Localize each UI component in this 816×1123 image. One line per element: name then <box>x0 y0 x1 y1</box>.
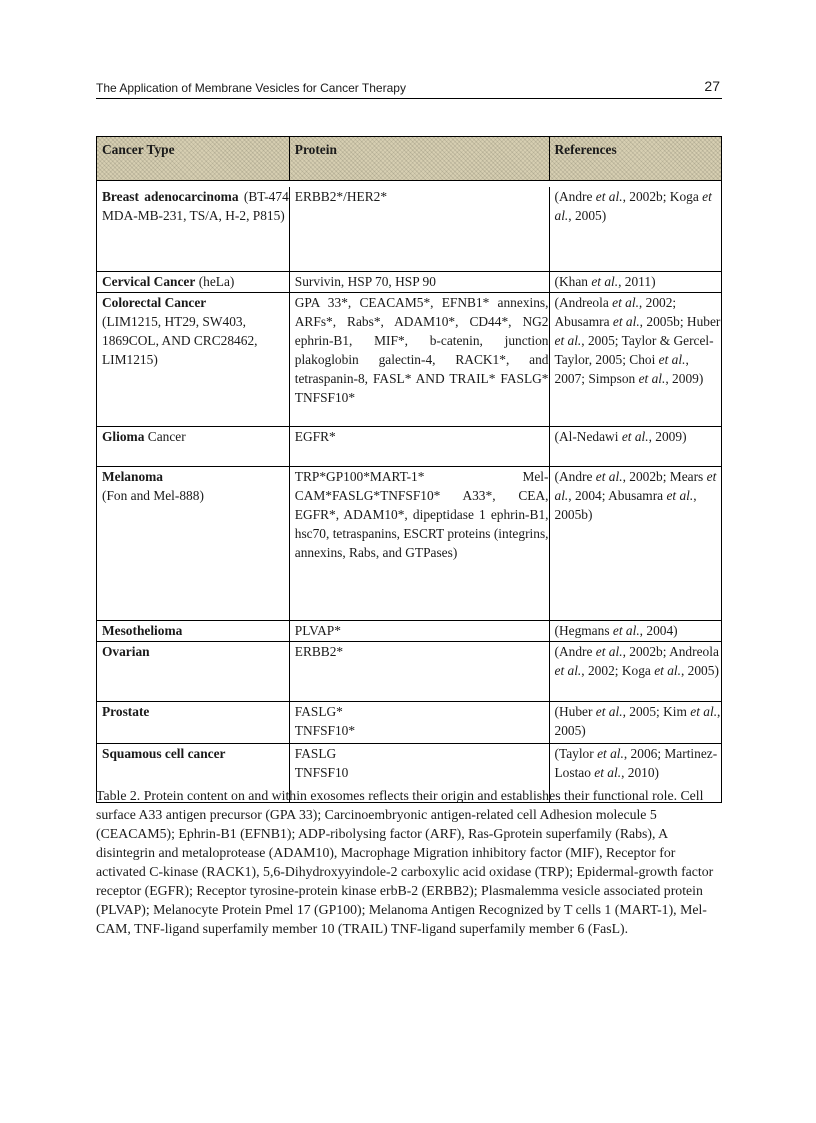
table-row <box>97 271 722 292</box>
references-cell: (Andre et al., 2002b; Mears et al., 2004; Abusamra et al., 2005b) <box>549 466 722 620</box>
table-row <box>97 426 722 466</box>
protein-cell: TRP*GP100*MART-1* Mel-CAM*FASLG*TNFSF10* A33*, CEA, EGFR*, ADAM10*, dipeptidase 1 ephrin-B1, hsc70, tetraspanins, ESCRT proteins (integrins, annexins, Rabs, and GTPases) <box>289 466 549 620</box>
protein-cell: Survivin, HSP 70, HSP 90 <box>289 271 549 292</box>
page-number: 27 <box>704 78 720 94</box>
cancer-type-cell: Mesothelioma <box>97 620 290 641</box>
cancer-type-cell: Squamous cell cancer <box>97 743 290 802</box>
references-cell: (Taylor et al., 2006; Martinez-Lostao et al., 2010) <box>549 743 722 802</box>
protein-cell: GPA 33*, CEACAM5*, EFNB1* annexins, ARFs*, Rabs*, ADAM10*, CD44*, NG2 ephrin-B1, MIF*, b-catenin, junction plakoglobin galectin-4, RACK1*, and tetraspanin-8, FASL* AND TRAIL* FASLG* TNFSF10* <box>289 292 549 426</box>
column-header-protein: Protein <box>289 137 549 181</box>
protein-table <box>96 136 722 803</box>
running-title: The Application of Membrane Vesicles for Cancer Therapy <box>96 81 406 95</box>
table-caption: Table 2. Protein content on and within exosomes reflects their origin and establishes their functional role. Cell surface A33 antigen precursor (GPA 33); Carcinoembryonic antigen-related cell Adhesion molecule 5 (CEACAM5); Ephrin-B1 (EFNB1); ADP-ribolysing factor (ARF), Ras-Gprotein superfamily (Rabs), A disintegrin and metaloprotease (ADAM10), Macrophage Migration inhibitory factor (MIF), Receptor for activated C-kinase (RACK1), 5,6-Dihydroxyyindole-2 carboxylic acid oxidase (TRP); Epidermal-growth factor receptor (EGFR); Receptor tyrosine-protein kinase erbB-2 (ERBB2); Plasmalemma vesicle associated protein (PLVAP); Melanocyte Protein Pmel 17 (GP100); Melanoma Antigen Recognized by T cells 1 (MART-1), Mel-CAM, TNF-ligand superfamily member 10 (TRAIL) TNF-ligand superfamily member 6 (FasL). <box>96 788 714 936</box>
table-row <box>97 701 722 743</box>
references-cell: (Andre et al., 2002b; Koga et al., 2005) <box>549 187 722 271</box>
table-row <box>97 620 722 641</box>
table-row <box>97 187 722 271</box>
protein-cell: PLVAP* <box>289 620 549 641</box>
running-header <box>96 78 722 99</box>
table-row <box>97 641 722 701</box>
cancer-type-cell: Colorectal Cancer (LIM1215, HT29, SW403, 1869COL, AND CRC28462, LIM1215) <box>97 292 290 426</box>
references-cell: (Hegmans et al., 2004) <box>549 620 722 641</box>
table-header-row <box>97 137 722 181</box>
references-cell: (Al-Nedawi et al., 2009) <box>549 426 722 466</box>
cancer-type-cell: Glioma Cancer <box>97 426 290 466</box>
references-cell: (Andreola et al., 2002; Abusamra et al., 2005b; Huber et al., 2005; Taylor & Gercel-Taylor, 2005; Choi et al., 2007; Simpson et al., 2009) <box>549 292 722 426</box>
table-row <box>97 292 722 426</box>
protein-cell: ERBB2*/HER2* <box>289 187 549 271</box>
protein-cell: EGFR* <box>289 426 549 466</box>
cancer-type-cell: Breast adenocarcinoma (BT-474 MDA-MB-231, TS/A, H-2, P815) <box>97 187 290 271</box>
column-header-cancer-type: Cancer Type <box>97 137 290 181</box>
cancer-type-cell: Melanoma (Fon and Mel-888) <box>97 466 290 620</box>
column-header-references: References <box>549 137 722 181</box>
references-cell: (Huber et al., 2005; Kim et al., 2005) <box>549 701 722 743</box>
protein-cell: ERBB2* <box>289 641 549 701</box>
protein-cell: FASLG* TNFSF10* <box>289 701 549 743</box>
protein-cell: FASLG TNFSF10 <box>289 743 549 802</box>
cancer-type-cell: Ovarian <box>97 641 290 701</box>
table-row <box>97 466 722 620</box>
cancer-type-cell: Prostate <box>97 701 290 743</box>
cancer-type-cell: Cervical Cancer (heLa) <box>97 271 290 292</box>
references-cell: (Andre et al., 2002b; Andreola et al., 2002; Koga et al., 2005) <box>549 641 722 701</box>
references-cell: (Khan et al., 2011) <box>549 271 722 292</box>
